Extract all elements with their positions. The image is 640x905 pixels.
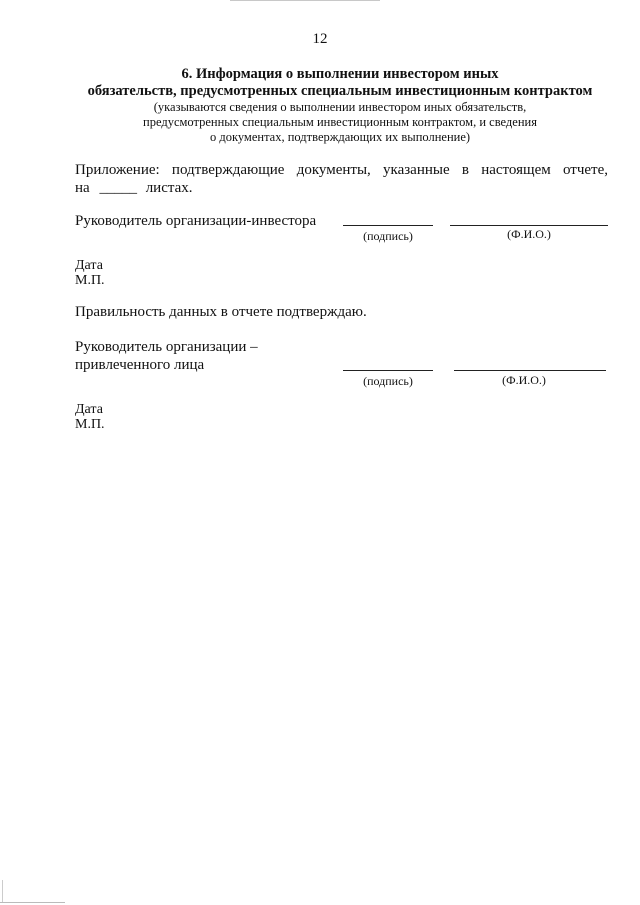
attracted-date-label: Дата [75,402,103,417]
section-note-line-1: (указываются сведения о выполнении инвестором иных обязательств, [153,100,527,114]
section-note [60,100,620,145]
scan-edge-artifact-bottom [0,902,65,903]
investor-name-caption: (Ф.И.О.) [507,227,551,241]
attachment-text-line-2 [75,179,193,197]
investor-signature-caption: (подпись) [363,229,413,243]
section-note-line-2: предусмотренных специальным инвестиционным контрактом, и сведения [143,115,537,129]
attachment-prefix: на [75,180,90,196]
investor-date-label: Дата [75,258,103,273]
attracted-stamp-label: М.П. [75,417,105,432]
section-title [60,66,620,100]
attracted-name-caption: (Ф.И.О.) [502,373,546,387]
attracted-name-line [454,370,606,371]
sheet-count-blank: _____ [99,180,137,196]
investor-name-line [450,225,608,226]
attachment-suffix: листах. [145,180,193,196]
page-number: 12 [312,31,328,47]
investor-stamp-label: М.П. [75,273,105,288]
attachment-text-line-1: Приложение: подтверждающие документы, указанные в настоящем отчете, [75,162,608,178]
section-title-line-1: 6. Информация о выполнении инвестором иных [181,66,499,82]
section-note-line-3: о документах, подтверждающих их выполнение) [209,130,471,144]
attracted-head-label-line-2: привлеченного лица [75,357,205,373]
scan-edge-artifact-top [230,0,380,1]
confirmation-text: Правильность данных в отчете подтверждаю. [75,304,367,320]
attracted-head-label-line-1: Руководитель организации – [75,339,258,355]
attracted-signature-line [343,370,433,371]
investor-signature-line [343,225,433,226]
section-title-line-2: обязательств, предусмотренных специальным инвестиционным контрактом [87,83,593,99]
investor-head-label: Руководитель организации-инвестора [75,213,317,229]
attracted-signature-caption: (подпись) [363,374,413,388]
scan-edge-artifact-left [2,880,3,902]
